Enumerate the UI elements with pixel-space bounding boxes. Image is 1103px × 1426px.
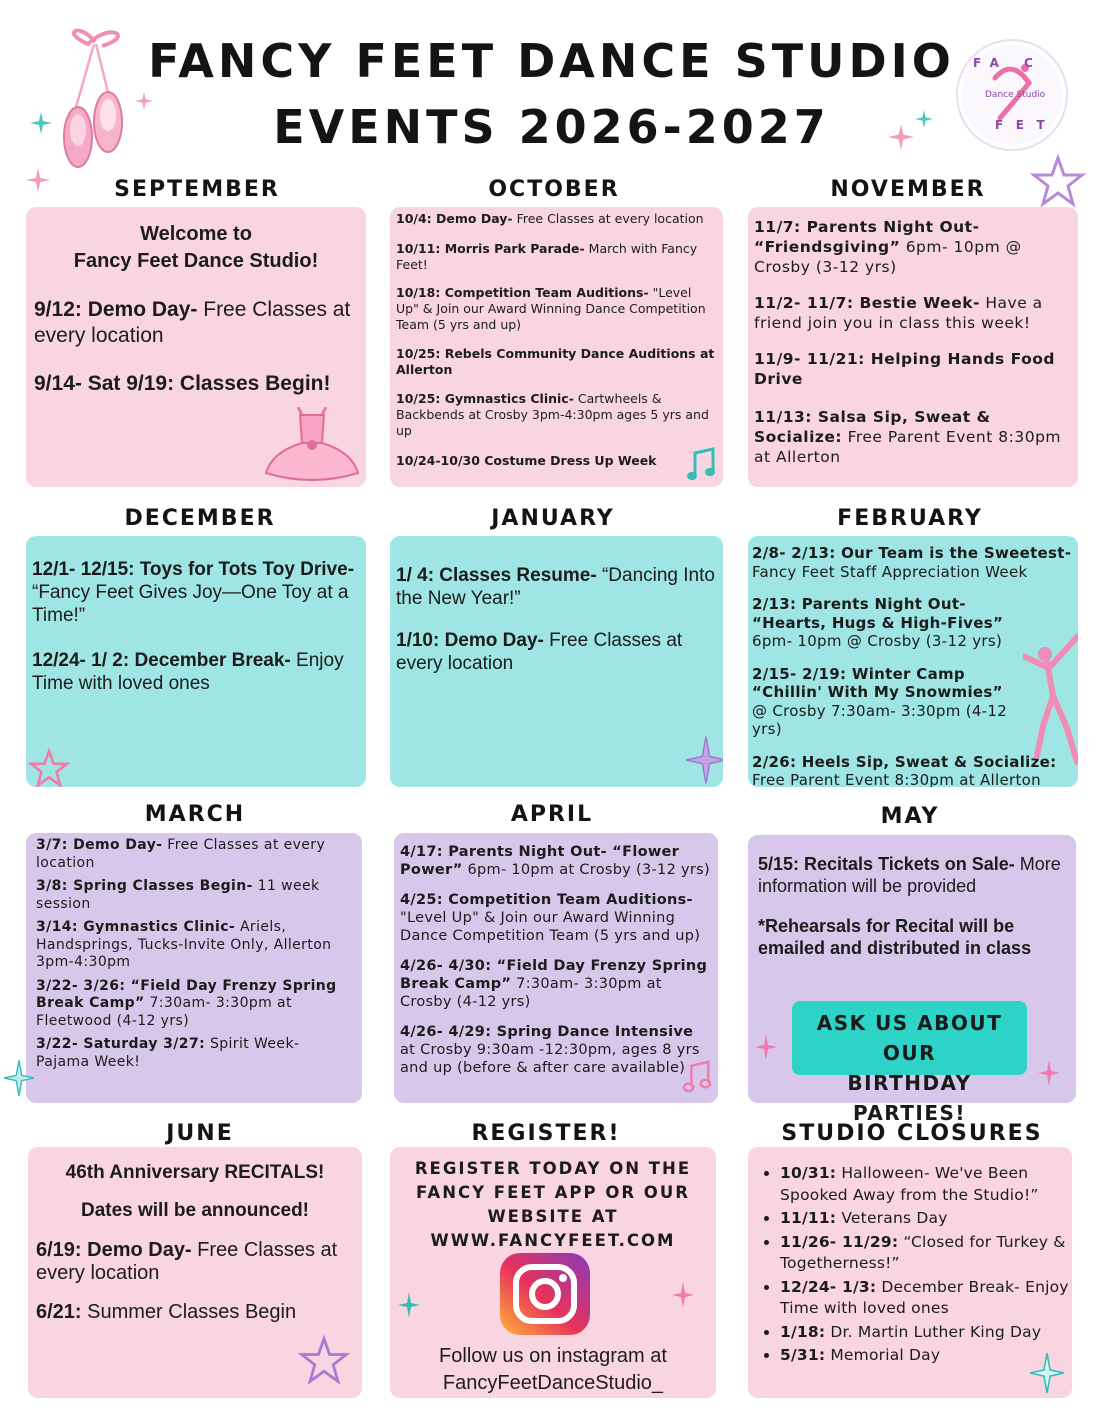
march-event-1: 3/7: Demo Day- Free Classes at every location xyxy=(36,837,326,871)
march-event-2: 3/8: Spring Classes Begin- 11 week session xyxy=(36,878,320,912)
sparkle-icon xyxy=(4,1060,34,1096)
sparkle-icon xyxy=(755,1034,777,1060)
june-line-1: 46th Anniversary RECITALS! xyxy=(65,1162,325,1183)
month-heading-closures: STUDIO CLOSURES xyxy=(781,1121,1043,1146)
june-event-1: 6/19: Demo Day- Free Classes at every location xyxy=(36,1239,338,1284)
closure-item: • 1/18: Dr. Martin Luther King Day xyxy=(780,1322,1072,1344)
october-event-1: 10/4: Demo Day- Free Classes at every location xyxy=(396,211,704,226)
june-event-2: 6/21: Summer Classes Begin xyxy=(36,1301,297,1323)
sparkle-icon xyxy=(672,1282,694,1308)
month-heading-march: MARCH xyxy=(144,802,246,827)
sparkle-icon xyxy=(686,736,723,784)
page-title-line-2: EVENTS 2026-2027 xyxy=(273,100,830,154)
march-event-3: 3/14: Gymnastics Clinic- Ariels, Handsprings, Tucks-Invite Only, Allerton 3pm-4:30pm xyxy=(36,919,332,970)
closure-item: • 5/31: Memorial Day xyxy=(780,1345,1072,1367)
may-event-2: *Rehearsals for Recital will be emailed and distributed in class xyxy=(758,916,1032,958)
month-heading-november: NOVEMBER xyxy=(830,177,986,202)
month-heading-april: APRIL xyxy=(510,802,594,827)
september-event-1: 9/12: Demo Day- Free Classes at every location xyxy=(34,298,351,347)
cta-line-1: ASK US ABOUT OUR xyxy=(816,1011,1003,1065)
february-event-1: 2/8- 2/13: Our Team is the Sweetest- Fancy Feet Staff Appreciation Week xyxy=(752,544,1072,581)
month-heading-register: REGISTER! xyxy=(471,1121,621,1146)
april-event-3: 4/26- 4/30: “Field Day Frenzy Spring Break Camp” 7:30am- 3:30pm at Crosby (4-12 yrs) xyxy=(400,958,708,1010)
march-event-4: 3/22- 3/26: “Field Day Frenzy Spring Break Camp” 7:30am- 3:30pm at Fleetwood (4-12 yrs) xyxy=(36,977,337,1029)
studio-logo xyxy=(955,38,1069,152)
closure-item: • 12/24- 1/3: December Break- Enjoy Time with loved ones xyxy=(780,1277,1072,1320)
register-box xyxy=(390,1147,716,1398)
logo-letters-top: F A C xyxy=(973,56,1033,70)
sparkle-icon xyxy=(1038,1060,1060,1086)
star-outline-icon xyxy=(28,748,70,787)
sparkle-icon xyxy=(398,1292,420,1318)
month-heading-january: JANUARY xyxy=(491,506,615,531)
december-box xyxy=(26,536,366,787)
september-welcome: Welcome to Fancy Feet Dance Studio! xyxy=(73,223,319,272)
november-event-2: 11/2- 11/7: Bestie Week- Have a friend join you in class this week! xyxy=(754,294,1043,332)
month-heading-september: SEPTEMBER xyxy=(114,177,280,202)
sparkle-icon xyxy=(1030,1353,1064,1393)
october-box xyxy=(390,207,723,487)
february-event-3: 2/15- 2/19: Winter Camp “Chillin' With My Snowmies” @ Crosby 7:30am- 3:30pm (4-12 yrs) xyxy=(752,664,1008,738)
logo-text: Dance Studio xyxy=(985,90,1046,100)
october-event-4: 10/25: Rebels Community Dance Auditions at Allerton xyxy=(396,346,715,377)
october-event-6: 10/24-10/30 Costume Dress Up Week xyxy=(396,453,657,468)
website-link[interactable]: WWW.FANCYFEET.COM xyxy=(430,1231,676,1250)
page-title-line-1: FANCY FEET DANCE STUDIO xyxy=(148,34,955,88)
february-box xyxy=(748,536,1078,787)
april-event-2: 4/25: Competition Team Auditions- "Level Up" & Join our Award Winning Dance Competition Team (5 yrs and up) xyxy=(400,892,701,944)
february-event-4: 2/26: Heels Sip, Sweat & Socialize: Free Parent Event 8:30pm at Allerton xyxy=(752,752,1057,787)
closure-item: • 10/31: Halloween- We've Been Spooked Away from the Studio!” xyxy=(780,1163,1072,1206)
april-event-4: 4/26- 4/29: Spring Dance Intensive at Crosby 9:30am -12:30pm, ages 8 yrs and up (before & after care available) xyxy=(400,1024,700,1076)
sparkle-icon xyxy=(30,112,52,134)
november-event-3: 11/9- 11/21: Helping Hands Food Drive xyxy=(754,350,1056,388)
january-event-1: 1/ 4: Classes Resume- “Dancing Into the New Year!” xyxy=(396,565,715,609)
june-line-2: Dates will be announced! xyxy=(80,1200,310,1221)
june-box xyxy=(28,1147,362,1398)
december-event-2: 12/24- 1/ 2: December Break- Enjoy Time with loved ones xyxy=(32,650,344,694)
instagram-handle[interactable]: FancyFeetDanceStudio_ xyxy=(442,1372,664,1394)
music-note-icon xyxy=(685,447,717,483)
logo-letters-bottom: F E T xyxy=(995,118,1045,132)
november-event-1: 11/7: Parents Night Out- “Friendsgiving” 6pm- 10pm @ Crosby (3-12 yrs) xyxy=(754,218,1022,276)
december-event-1: 12/1- 12/15: Toys for Tots Toy Drive- “Fancy Feet Gives Joy—One Toy at a Time!” xyxy=(32,559,355,626)
september-box xyxy=(26,207,366,487)
music-note-icon xyxy=(682,1059,712,1095)
month-heading-december: DECEMBER xyxy=(124,506,276,531)
may-event-1: 5/15: Recitals Tickets on Sale- More information will be provided xyxy=(758,854,1061,896)
april-box xyxy=(394,833,718,1103)
dancer-silhouette-icon xyxy=(1023,616,1078,766)
november-event-4: 11/13: Salsa Sip, Sweat & Socialize: Free Parent Event 8:30pm at Allerton xyxy=(754,408,1062,466)
month-heading-june: JUNE xyxy=(166,1121,234,1146)
march-event-5: 3/22- Saturday 3/27: Spirit Week- Pajama Week! xyxy=(36,1036,300,1070)
ballet-shoes-icon xyxy=(50,22,140,172)
instagram-icon[interactable] xyxy=(500,1253,590,1335)
birthday-parties-cta[interactable] xyxy=(792,1001,1027,1125)
sparkle-icon xyxy=(915,110,933,128)
month-heading-october: OCTOBER xyxy=(488,177,620,202)
april-event-1: 4/17: Parents Night Out- “Flower Power” 6pm- 10pm at Crosby (3-12 yrs) xyxy=(400,844,710,878)
march-box xyxy=(26,833,362,1103)
cta-line-2: BIRTHDAY PARTIES! xyxy=(847,1071,972,1125)
january-box xyxy=(390,536,723,787)
sparkle-icon xyxy=(888,124,914,150)
register-text: REGISTER TODAY ON THE FANCY FEET APP OR OUR WEBSITE AT WWW.FANCYFEET.COM xyxy=(390,1157,716,1253)
october-event-2: 10/11: Morris Park Parade- March with Fancy Feet! xyxy=(396,241,698,272)
closures-box xyxy=(748,1147,1072,1398)
october-event-3: 10/18: Competition Team Auditions- "Level Up" & Join our Award Winning Dance Competition Team (5 yrs and up) xyxy=(396,285,706,332)
closure-item: • 11/11: Veterans Day xyxy=(780,1208,1072,1230)
closures-list xyxy=(748,1163,1072,1367)
instagram-follow: Follow us on instagram at FancyFeetDanceStudio_ xyxy=(390,1343,716,1397)
tutu-icon xyxy=(262,407,362,487)
october-event-5: 10/25: Gymnastics Clinic- Cartwheels & Backbends at Crosby 3pm-4:30pm ages 5 yrs and up xyxy=(396,391,709,438)
january-event-2: 1/10: Demo Day- Free Classes at every location xyxy=(396,630,683,674)
sparkle-icon xyxy=(135,92,153,110)
closure-item: • 11/26- 11/29: “Closed for Turkey & Togetherness!” xyxy=(780,1232,1072,1275)
star-outline-icon xyxy=(298,1335,350,1387)
february-event-2: 2/13: Parents Night Out- “Hearts, Hugs & High-Fives” 6pm- 10pm @ Crosby (3-12 yrs) xyxy=(752,595,1004,650)
month-heading-may: MAY xyxy=(880,804,940,829)
september-event-2: 9/14- Sat 9/19: Classes Begin! xyxy=(34,372,331,395)
month-heading-february: FEBRUARY xyxy=(837,506,983,531)
november-box xyxy=(748,207,1078,487)
